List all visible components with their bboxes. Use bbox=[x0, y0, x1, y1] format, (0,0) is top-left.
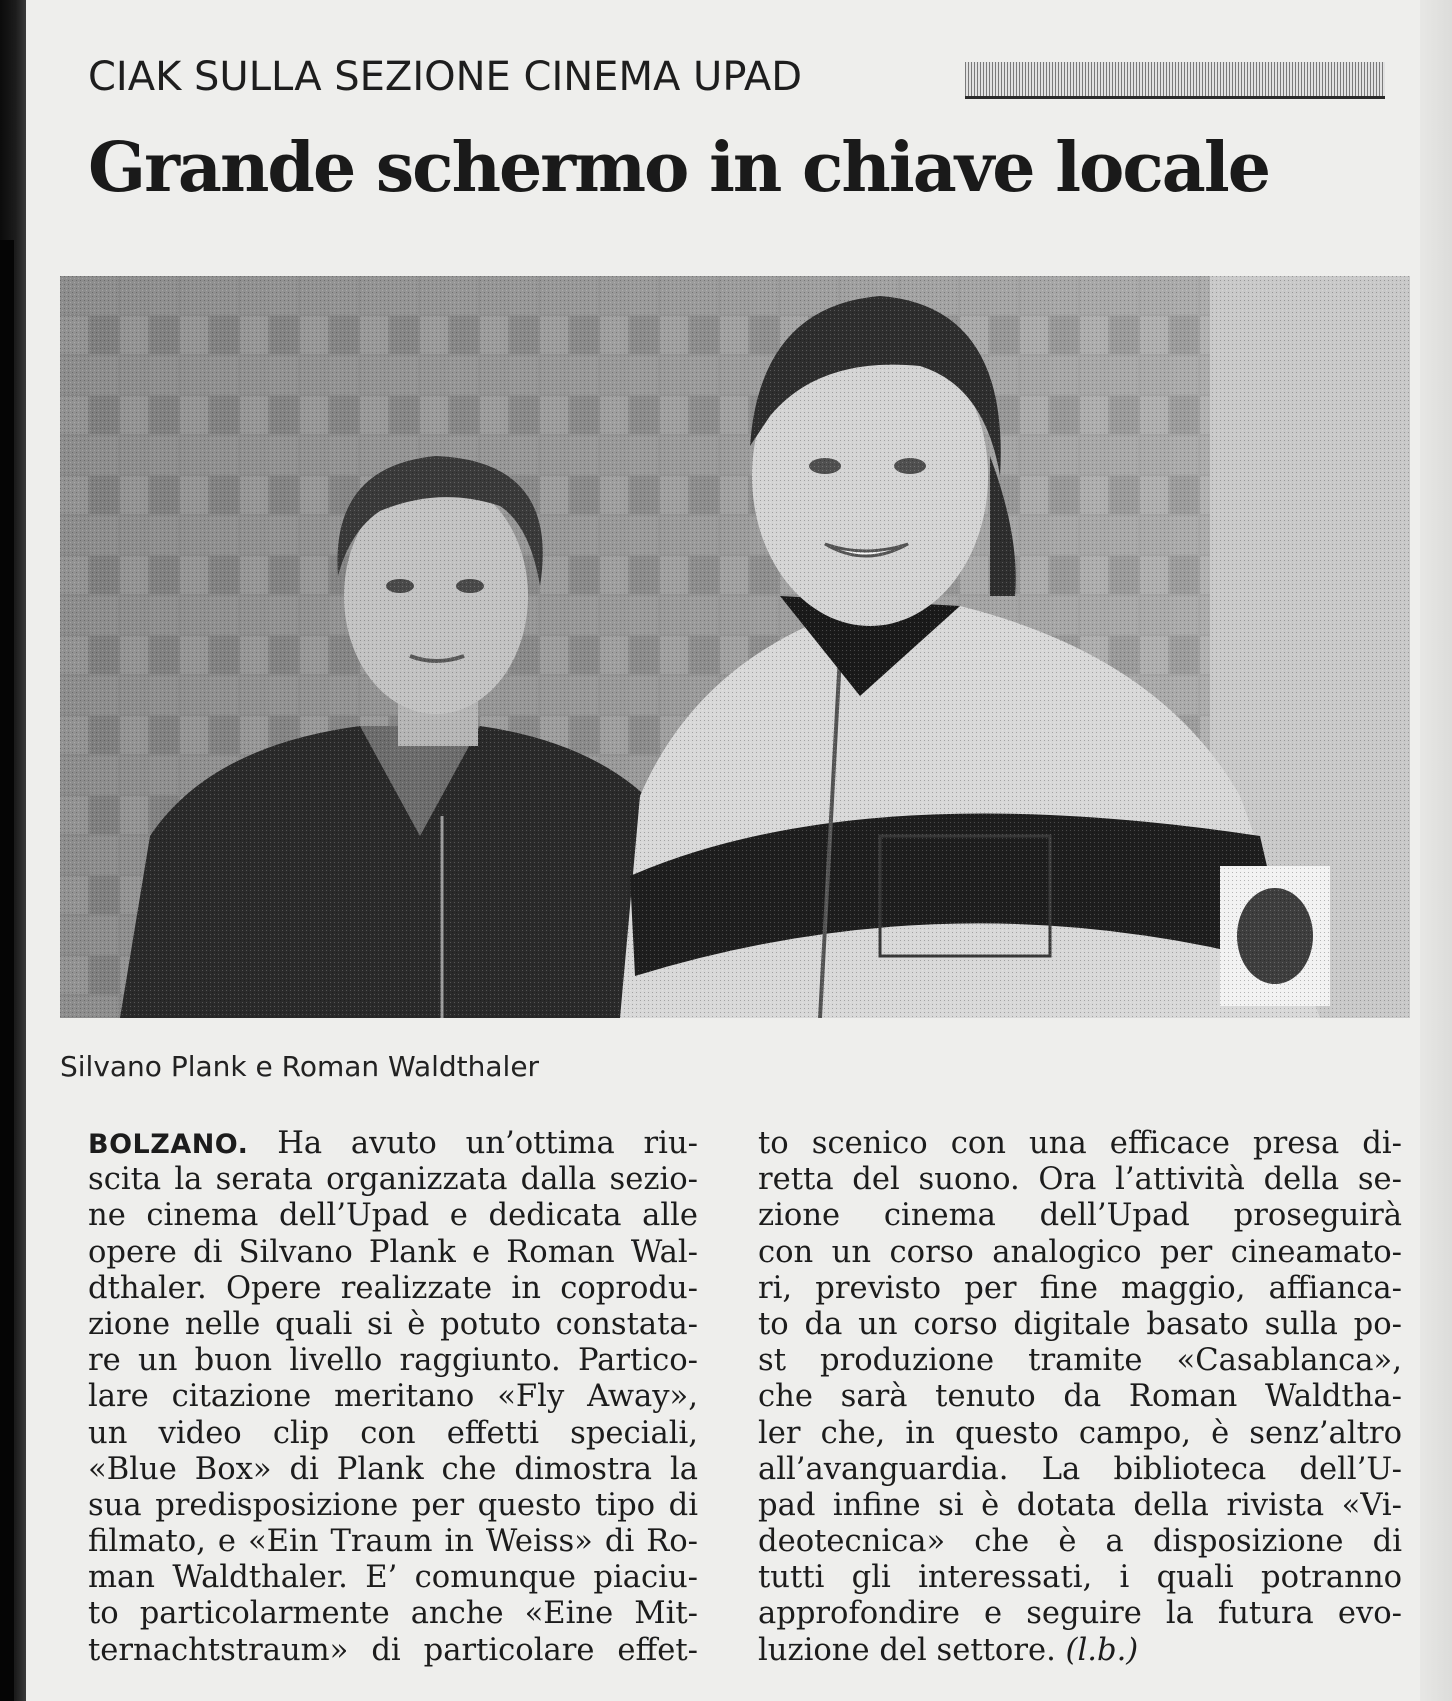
article-last-line bbox=[758, 1633, 1402, 1669]
article-line: lare citazione meritano «Fly Away», bbox=[88, 1379, 698, 1415]
article-line: all’avanguardia. La biblioteca dell’U- bbox=[758, 1451, 1402, 1487]
article-line: sua predisposizione per questo tipo di bbox=[88, 1487, 698, 1523]
article-line: man Waldthaler. E’ comunque piaciu- bbox=[88, 1560, 698, 1596]
first-line-text: Ha avuto un’ottima riu- bbox=[277, 1126, 698, 1161]
article-line: ri, previsto per fine maggio, affianca- bbox=[758, 1270, 1402, 1306]
article-line: scita la serata organizzata dalla sezio- bbox=[88, 1162, 698, 1198]
article-line: to scenico con una efficace presa di- bbox=[758, 1126, 1402, 1161]
article-headline: Grande schermo in chiave locale bbox=[88, 128, 1269, 208]
article-kicker: CIAK SULLA SEZIONE CINEMA UPAD bbox=[88, 54, 803, 100]
author-signature: (l.b.) bbox=[1065, 1632, 1139, 1668]
article-line: opere di Silvano Plank e Roman Wal- bbox=[88, 1234, 698, 1270]
article-line: retta del suono. Ora l’attività della se- bbox=[758, 1162, 1402, 1198]
article-line: filmato, e «Ein Traum in Weiss» di Ro- bbox=[88, 1524, 698, 1560]
last-line-text: luzione del settore. bbox=[758, 1632, 1056, 1668]
article-line: ne cinema dell’Upad e dedicata alle bbox=[88, 1198, 698, 1234]
article-photo bbox=[60, 276, 1410, 1018]
article-line: st produzione tramite «Casablanca», bbox=[758, 1343, 1402, 1379]
article-line: un video clip con effetti speciali, bbox=[88, 1415, 698, 1451]
article-line: to da un corso digitale basato sulla po- bbox=[758, 1306, 1402, 1342]
article-line: re un buon livello raggiunto. Partico- bbox=[88, 1343, 698, 1379]
clipping-margin bbox=[1420, 0, 1452, 1701]
article-line: approfondire e seguire la futura evo- bbox=[758, 1596, 1402, 1632]
article-line: con un corso analogico per cineamato- bbox=[758, 1234, 1402, 1270]
article-line: che sarà tenuto da Roman Waldtha- bbox=[758, 1379, 1402, 1415]
article-first-line bbox=[88, 1126, 698, 1162]
article-line: zione cinema dell’Upad proseguirà bbox=[758, 1198, 1402, 1234]
article-dateline: BOLZANO. bbox=[88, 1129, 249, 1160]
article-line: dthaler. Opere realizzate in coprodu- bbox=[88, 1270, 698, 1306]
scan-shadow bbox=[0, 240, 14, 1701]
kicker-rule bbox=[965, 62, 1385, 99]
article-column-left bbox=[88, 1126, 698, 1669]
article-line: ler che, in questo campo, è senz’altro bbox=[758, 1415, 1402, 1451]
article-line: ternachtstraum» di particolare effet- bbox=[88, 1632, 698, 1668]
article-line: deotecnica» che è a disposizione di bbox=[758, 1524, 1402, 1560]
article-line: zione nelle quali si è potuto constata- bbox=[88, 1306, 698, 1342]
article-line: pad infine si è dotata della rivista «Vi- bbox=[758, 1487, 1402, 1523]
article-column-right bbox=[758, 1126, 1402, 1669]
article-line: tutti gli interessati, i quali potranno bbox=[758, 1560, 1402, 1596]
article-line: to particolarmente anche «Eine Mit- bbox=[88, 1596, 698, 1632]
photo-caption: Silvano Plank e Roman Waldthaler bbox=[60, 1050, 540, 1083]
article-line: «Blue Box» di Plank che dimostra la bbox=[88, 1451, 698, 1487]
